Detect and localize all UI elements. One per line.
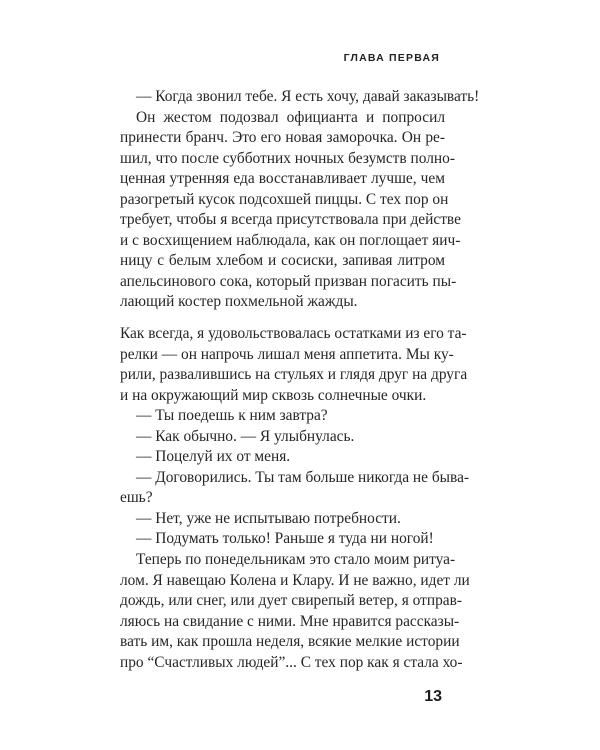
text-line: — Нет, уже не испытываю потребности. [136,509,401,527]
text-line: — Поцелуй их от меня. [136,448,291,466]
text-line: лающий костер похмельной жажды. [120,293,358,311]
text-section-1 [120,87,480,313]
text-line: разогретый кусок подсохшей пиццы. С тех пор он [120,190,449,208]
text-line: — Договорились. Ты там больше никогда не быва- [136,468,470,486]
text-section-2 [120,324,470,673]
text-line: принести бранч. Это его новая заморочка. Он ре- [120,129,445,147]
text-line: — Когда звонил тебе. Я есть хочу, давай заказывать! [136,88,480,105]
text-line: ницу с белым хлебом и сосиски, запивая литром [120,252,445,270]
text-line: релки — он напрочь лишал меня аппетита. Мы ку- [120,345,454,363]
text-line: и с восхищением наблюдала, как он поглощает яич- [120,231,461,249]
text-line: — Подумать только! Раньше я туда ни ногой! [136,530,434,548]
text-line: Он жестом подозвал официанта и попросил [136,108,445,126]
text-line: про “Счастливых людей”... С тех пор как я стала хо- [120,653,463,671]
text-line: — Ты поедешь к ним завтра? [136,407,328,425]
page-number: 13 [424,688,442,705]
text-line: ешь? [120,489,153,507]
text-line: дождь, или снег, или дует свирепый ветер, я отправ- [120,592,462,610]
text-line: и на окружающий мир сквозь солнечные очки. [120,386,427,404]
text-line: вать им, как прошла неделя, всякие мелкие истории [120,633,460,651]
text-line: ценная утренняя еда восстанавливает лучше, чем [120,170,445,188]
text-line: апельсинового сока, который призван погасить пы- [120,272,457,290]
text-line: — Как обычно. — Я улыбнулась. [136,427,355,445]
text-line: требует, чтобы я всегда присутствовала при действе [120,211,461,229]
running-head: ГЛАВА ПЕРВАЯ [343,52,440,64]
text-line: рили, развалившись на стульях и глядя друг на друга [120,366,468,384]
text-line: шил, что после субботних ночных безумств полно- [120,149,455,167]
text-line: Теперь по понедельникам это стало моим ритуа- [136,551,456,569]
text-line: лом. Я навещаю Колена и Клару. И не важно, идет ли [120,571,470,589]
text-line: Как всегда, я удовольствовалась остатками из его та- [120,325,467,342]
text-line: ляюсь на свидание с ними. Мне нравится рассказы- [120,612,460,630]
